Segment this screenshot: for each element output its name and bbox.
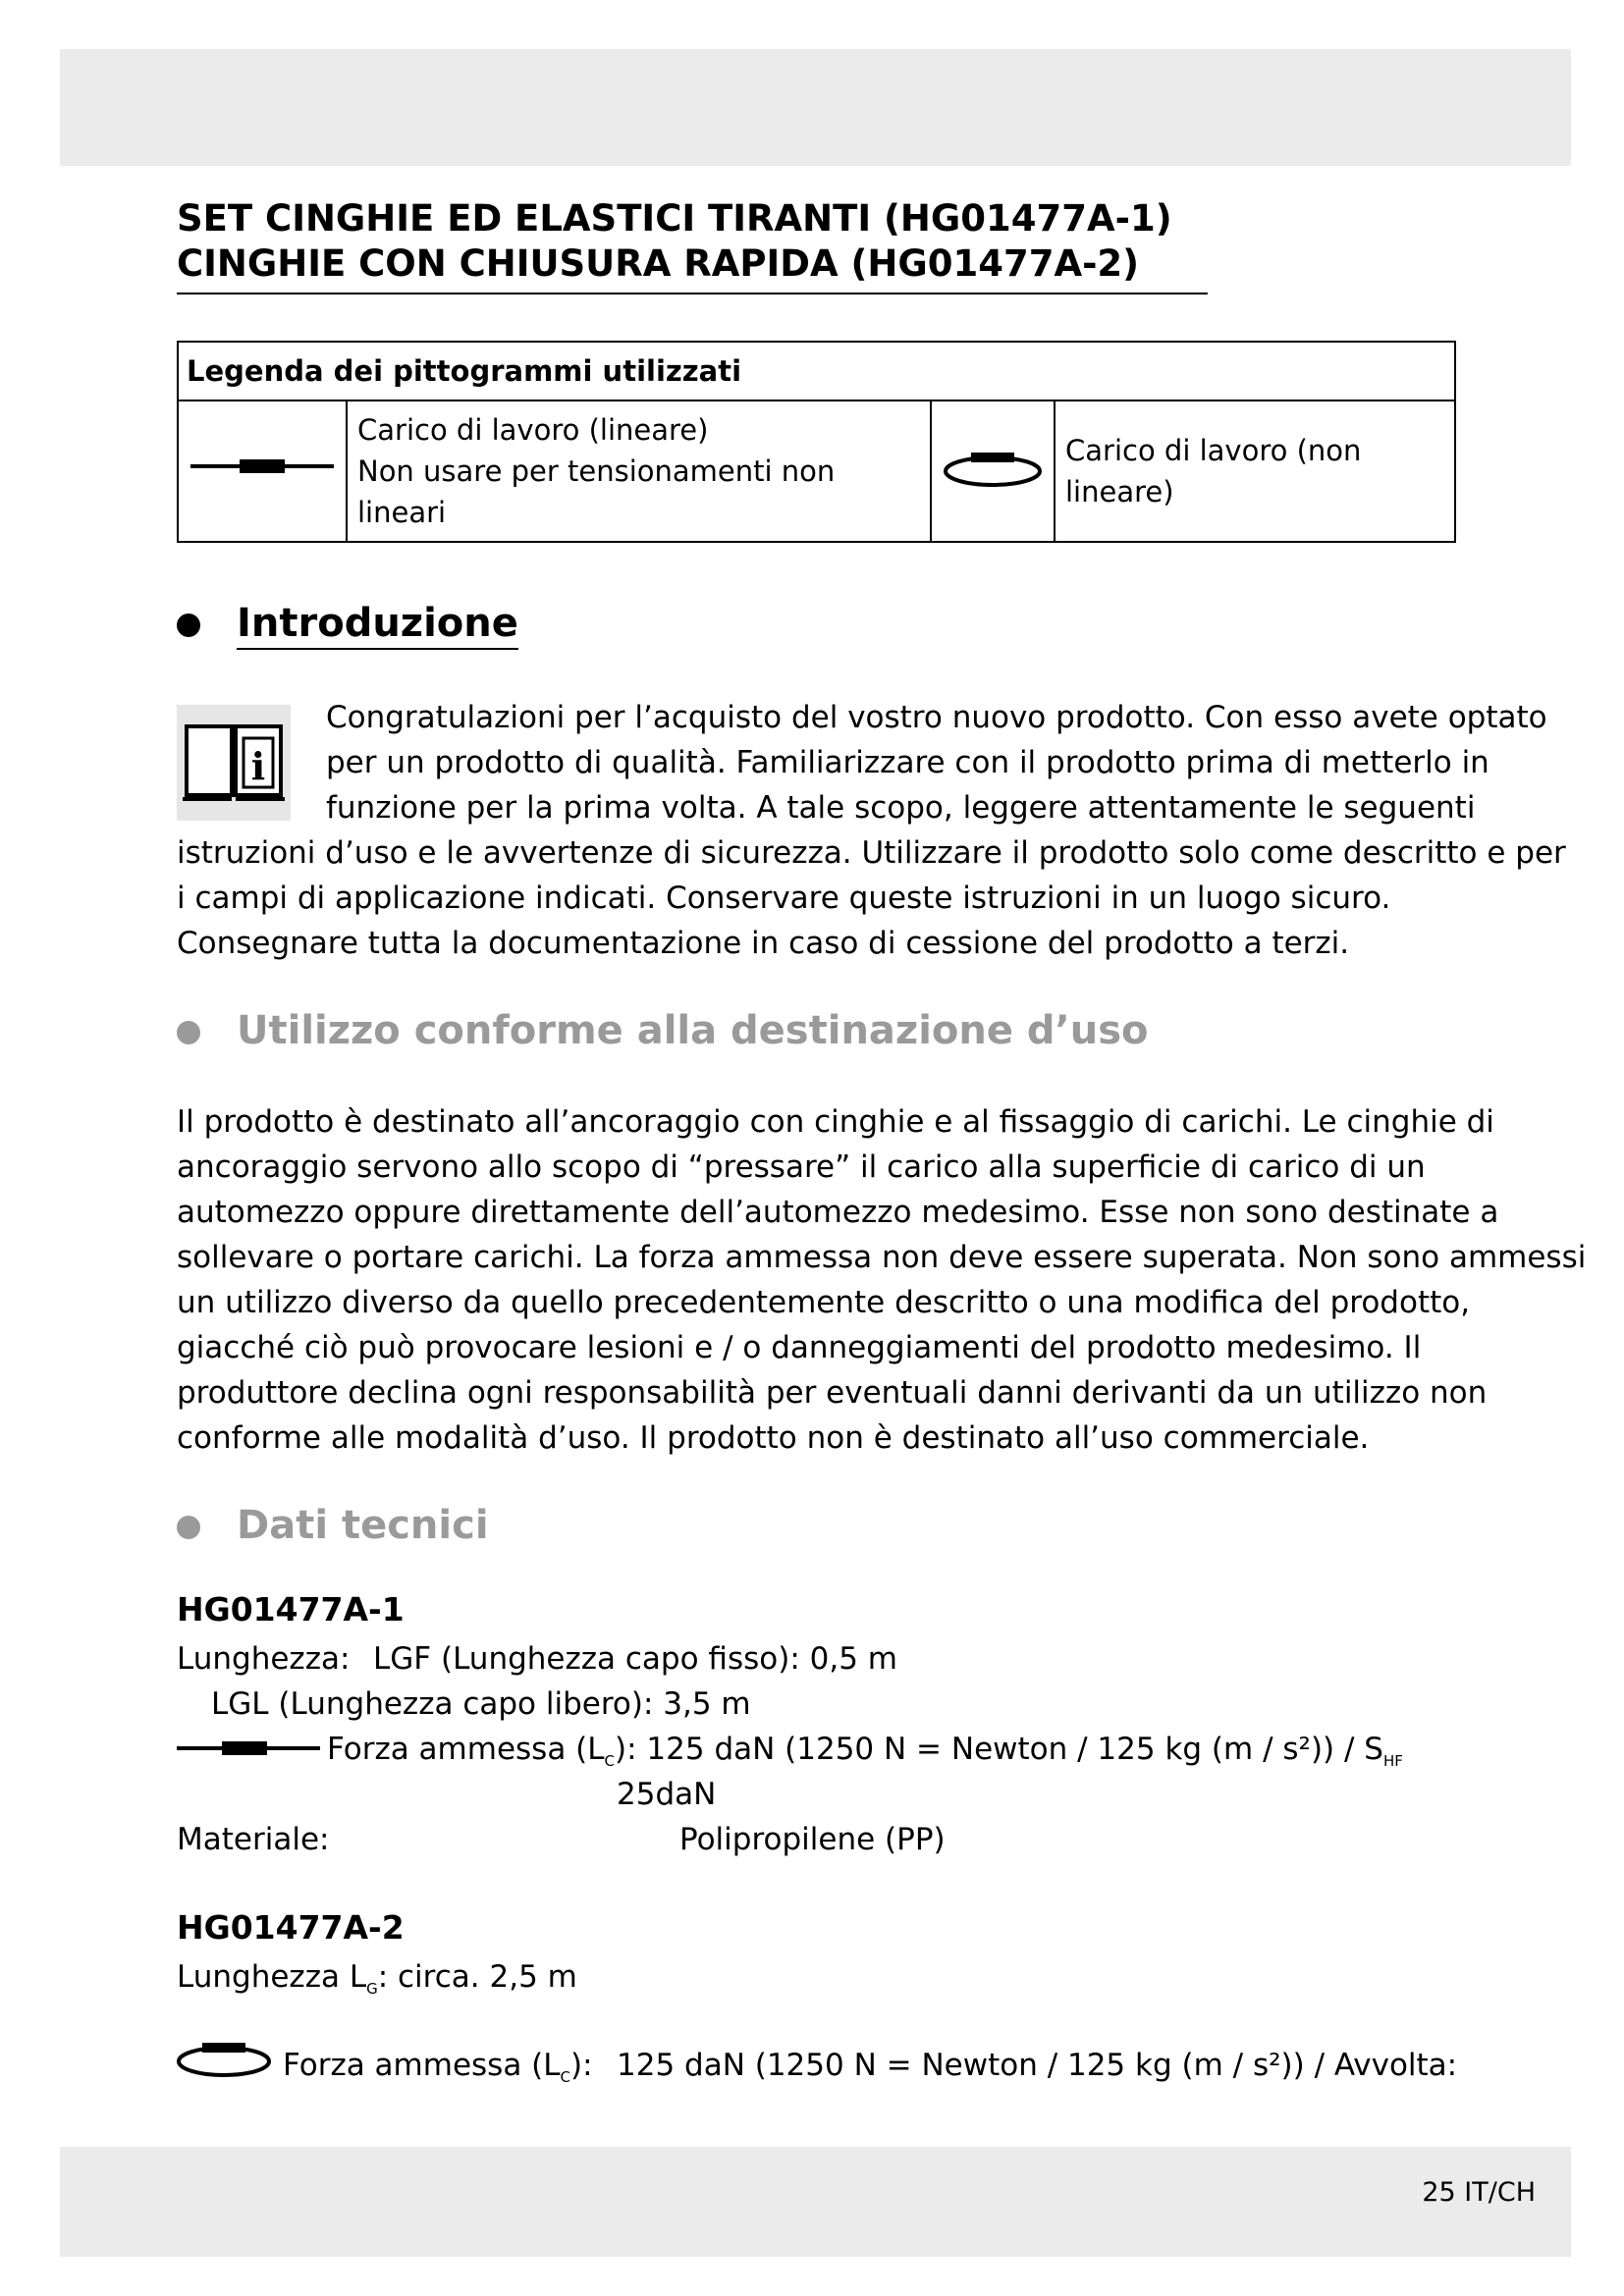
linear-load-icon-cell [178,400,347,542]
nonlinear-load-text [1055,400,1455,542]
section-bullet [177,1021,200,1044]
legend-header: Legenda dei pittogrammi utilizzati [178,342,1455,400]
section-bullet [177,614,200,637]
force-a1-post: ): 125 daN (1250 N = Newton / 125 kg (m / s²)) / S [615,1732,1383,1767]
shf-sub: HF [1382,1752,1403,1771]
linear-load-line-1: Carico di lavoro (lineare) [357,413,709,447]
title-line-2: CINGHIE CON CHIUSURA RAPIDA (HG01477A-2) [177,242,1140,285]
document-title [177,196,1208,294]
linear-load-icon [177,1738,320,1758]
force-a1-line-2: 25daN [617,1777,717,1812]
force-a2-sub: C [560,2068,571,2087]
intro-line-5: i campi di applicazione indicati. Conservare queste istruzioni in un luogo sicuro. [177,881,1391,916]
linear-load-line-2: Non usare per tensionamenti non lineari [357,454,836,529]
lgl-value: LGL (Lunghezza capo libero): 3,5 m [211,1686,751,1722]
length-a2-pre: Lunghezza L [177,1959,367,1995]
section-bullet [177,1516,200,1539]
info-book-icon [177,705,291,821]
nonlinear-load-line-2: lineare) [1065,475,1174,508]
hg01477a-2-code: HG01477A-2 [177,1908,405,1947]
header-band [60,49,1571,166]
intro-line-3: funzione per la prima volta. A tale scopo, leggere attentamente le seguenti [326,790,1476,826]
force-a1 [327,1730,1403,1781]
use-line-7: produttore declina ogni responsabilità per eventuali danni derivanti da un utilizzo non [177,1375,1488,1411]
use-line-3: automezzo oppure direttamente dell’automezzo medesimo. Esse non sono destinate a [177,1195,1499,1230]
use-line-1: Il prodotto è destinato all’ancoraggio con cinghie e al fissaggio di carichi. Le cinghie di [177,1104,1494,1140]
use-heading: Utilizzo conforme alla destinazione d’uso [237,1008,1149,1053]
force-a2 [283,2046,593,2097]
length-a2 [177,1957,577,2008]
tech-heading: Dati tecnici [237,1503,489,1548]
title-line-1: SET CINGHIE ED ELASTICI TIRANTI (HG01477A-1) [177,197,1172,240]
svg-text:i: i [250,744,266,788]
use-line-8: conforme alle modalità d’uso. Il prodotto non è destinato all’uso commerciale. [177,1420,1370,1456]
use-line-2: ancoraggio servono allo scopo di “pressare” il carico alla superficie di carico di un [177,1149,1426,1185]
length-a2-post: : circa. 2,5 m [377,1959,577,1995]
intro-line-4: istruzioni d’uso e le avvertenze di sicurezza. Utilizzare il prodotto solo come descritto e per [177,835,1566,871]
force-a2-pre: Forza ammessa (L [283,2048,561,2083]
length-label: Lunghezza: [177,1641,351,1677]
hg01477a-1-code: HG01477A-1 [177,1590,405,1629]
nonlinear-load-icon [942,442,1044,491]
material-label: Materiale: [177,1822,330,1857]
linear-load-icon [189,452,336,481]
material-value: Polipropilene (PP) [679,1822,946,1857]
intro-line-2: per un prodotto di qualità. Familiarizzare con il prodotto prima di metterlo in [326,745,1489,780]
intro-line-6: Consegnare tutta la documentazione in caso di cessione del prodotto a terzi. [177,926,1350,961]
use-line-6: giacché ciò può provocare lesioni e / o danneggiamenti del prodotto medesimo. Il [177,1330,1422,1365]
force-a2-post: ): [570,2048,593,2083]
force-a2-value: 125 daN (1250 N = Newton / 125 kg (m / s²)) / Avvolta: [617,2048,1458,2083]
linear-load-text [347,400,931,542]
force-a1-sub: C [604,1752,616,1771]
nonlinear-load-line-1: Carico di lavoro (non [1065,434,1362,467]
intro-heading: Introduzione [237,599,518,650]
pictogram-legend-table [177,341,1456,543]
force-a1-pre: Forza ammessa (L [327,1732,605,1767]
use-line-4: sollevare o portare carichi. La forza ammessa non deve essere superata. Non sono ammessi [177,1240,1587,1275]
page-number: 25 IT/CH [1422,2177,1536,2208]
footer-band [60,2147,1571,2257]
length-a2-sub: G [366,1980,378,1999]
nonlinear-load-icon [175,2038,273,2079]
intro-line-1: Congratulazioni per l’acquisto del vostro nuovo prodotto. Con esso avete optato [326,700,1547,735]
lgf-value: LGF (Lunghezza capo fisso): 0,5 m [373,1641,897,1677]
nonlinear-load-icon-cell [931,400,1055,542]
use-line-5: un utilizzo diverso da quello precedentemente descritto o una modifica del prodotto, [177,1285,1471,1320]
